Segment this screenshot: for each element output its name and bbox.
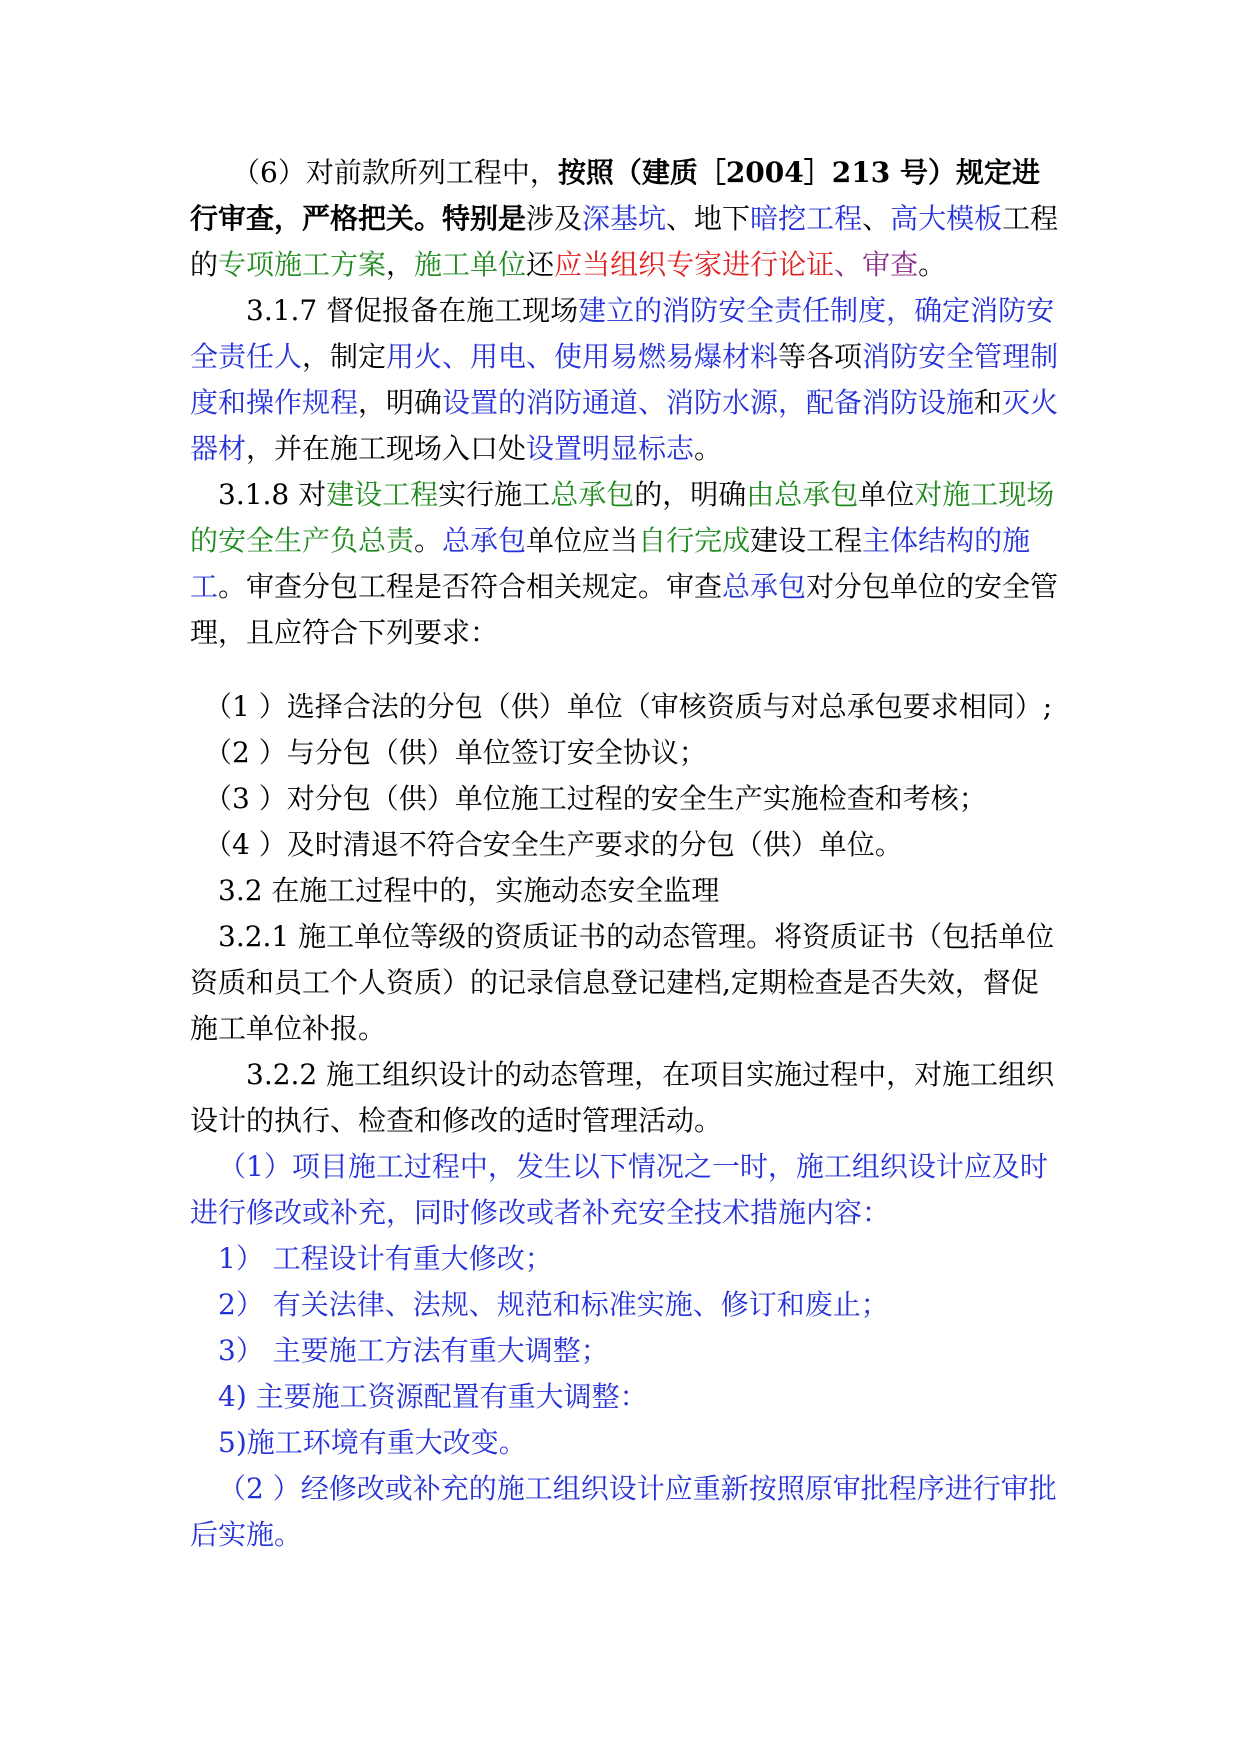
text-run: 自行完成 (638, 524, 751, 557)
condition-5: 5)施工环境有重大改变。 (218, 1426, 527, 1459)
text-run: 暗挖工程 (750, 202, 863, 235)
text-run: 高大模板 (890, 202, 1003, 235)
list-item-4: （4 ）及时清退不符合安全生产要求的分包（供）单位。 (204, 828, 903, 861)
text-run: 设置的消防通道、消防水源，配备消防设施 (442, 386, 975, 419)
paragraph-3-2-2: 3.2.2 施工组织设计的动态管理，在项目实施过程中，对施工组织设计的执行、检查和修改的适时管理活动。 (190, 1058, 1055, 1137)
text-run: 工程的 (190, 202, 1059, 281)
text-run: 深基坑 (582, 202, 667, 235)
text-run: 、 (862, 202, 891, 235)
text-run: 。审查分包工程是否符合相关规定。审查 (218, 570, 723, 603)
text-run: 总承包 (722, 570, 807, 603)
condition-4: 4) 主要施工资源配置有重大调整： (218, 1380, 648, 1413)
text-run: 灭火器材 (190, 386, 1059, 465)
text-run: 单位应当 (526, 524, 639, 557)
text-run: 。 (918, 248, 947, 281)
text-run: 建设工程 (326, 478, 439, 511)
list-item-3: （3 ）对分包（供）单位施工过程的安全生产实施检查和考核； (204, 782, 987, 815)
text-run: 总承包 (442, 524, 527, 557)
text-run: 由总承包 (746, 478, 859, 511)
text-run: 对施工现场的安全生产负总责 (190, 478, 1055, 557)
heading-3-2: 3.2 在施工过程中的，实施动态安全监理 (218, 874, 720, 907)
text-run: 。 (694, 432, 723, 465)
text-run: 用火、用电、使用易燃易爆材料 (386, 340, 779, 373)
text-run: ， (386, 248, 415, 281)
text-run: 实行施工 (438, 478, 551, 511)
text-run: 消防安全管理制度和操作规程 (190, 340, 1059, 419)
text-run: 总承包 (550, 478, 635, 511)
paragraph-6-review (190, 150, 1060, 288)
text-run: 3.1.8 对 (218, 478, 327, 511)
text-run: 按照（建质［2004］213 号）规定进行审查，严格把关。特别是 (190, 156, 1040, 235)
text-run: 的，明确 (634, 478, 747, 511)
text-run: 涉及 (526, 202, 583, 235)
text-run: 对分包单位的安全管理，且应符合下列要求： (190, 570, 1059, 649)
text-run: 等各项 (778, 340, 863, 373)
paragraph-3-1-8 (190, 472, 1060, 656)
text-run: ，明确 (358, 386, 443, 419)
condition-3: 3） 主要施工方法有重大调整； (218, 1334, 609, 1367)
text-run: 专项施工方案 (218, 248, 387, 281)
list-item-1: （1 ）选择合法的分包（供）单位（审核资质与对总承包要求相同）; (204, 690, 1053, 723)
text-run: 建立的消防安全责任制度，确定消防安全责任人 (190, 294, 1055, 373)
text-run: 应当组织专家进行论证 (554, 248, 835, 281)
document-page (190, 150, 1060, 1558)
text-run: 和 (974, 386, 1003, 419)
paragraph-3-2-1: 3.2.1 施工单位等级的资质证书的动态管理。将资质证书（包括单位资质和员工个人资质）的记录信息登记建档,定期检查是否失效，督促施工单位补报。 (190, 920, 1055, 1045)
condition-1: 1） 工程设计有重大修改； (218, 1242, 553, 1275)
text-run: 施工单位 (414, 248, 527, 281)
text-run: ，制定 (302, 340, 387, 373)
text-run: 。 (414, 524, 443, 557)
text-run: 、地下 (666, 202, 751, 235)
text-run: （6）对前款所列工程中， (218, 156, 558, 189)
paragraph-revision-conditions: （1）项目施工过程中，发生以下情况之一时，施工组织设计应及时进行修改或补充，同时修改或者补充安全技术措施内容： (190, 1150, 1048, 1229)
paragraph-3-1-7 (190, 288, 1060, 472)
list-item-2: （2 ）与分包（供）单位签订安全协议； (204, 736, 707, 769)
paragraph-reapproval: （2 ）经修改或补充的施工组织设计应重新按照原审批程序进行审批后实施。 (190, 1472, 1057, 1551)
text-run: ，并在施工现场入口处 (246, 432, 527, 465)
text-run: 3.1.7 督促报备在施工现场 (218, 294, 579, 327)
text-run: 、审查 (834, 248, 919, 281)
text-run: 建设工程 (750, 524, 863, 557)
text-run: 主体结构的施工 (190, 524, 1031, 603)
text-run: 还 (526, 248, 555, 281)
text-run: 单位 (858, 478, 915, 511)
condition-2: 2） 有关法律、法规、规范和标准实施、修订和废止； (218, 1288, 889, 1321)
spacer (190, 656, 1060, 684)
text-run: 设置明显标志 (526, 432, 695, 465)
